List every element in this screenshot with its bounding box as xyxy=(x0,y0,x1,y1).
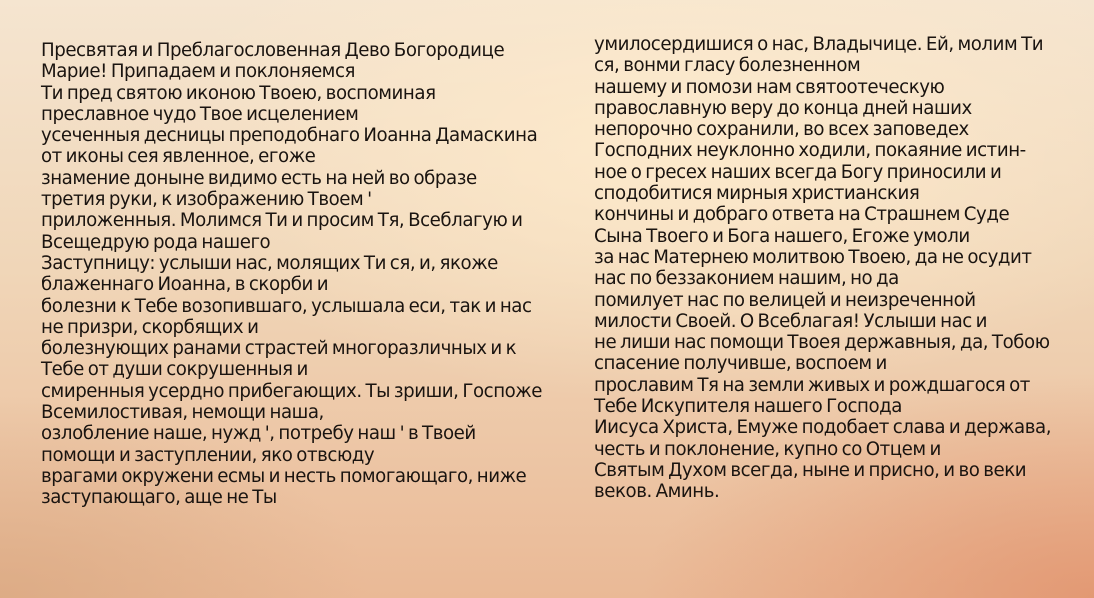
prayer-text-line: заступающаго, аще не Ты xyxy=(41,487,277,509)
prayer-text-line: Сына Твоего и Бога нашего, Егоже умоли xyxy=(594,225,970,247)
prayer-text-line: Ти пред святою иконою Твоею, воспоминая xyxy=(41,82,436,104)
prayer-text-line: Тебе Искупителя нашего Господа xyxy=(594,396,902,418)
prayer-left-column xyxy=(41,40,542,509)
prayer-text-line: сподобитися мирныя христианския xyxy=(594,183,920,205)
prayer-text-line: за нас Матернею молитвою Твоею, да не осудит xyxy=(594,246,1032,268)
prayer-text-line: смиренныя усердно прибегающих. Ты зриши, Госпоже xyxy=(41,380,542,402)
prayer-text-line: блаженнаго Иоанна, в скорби и xyxy=(41,274,329,296)
prayer-text-line: кончины и добраго ответа на Страшнем Суде xyxy=(594,204,1010,226)
prayer-text-line: Святым Духом всегда, ныне и присно, и во веки xyxy=(594,459,1027,481)
prayer-text-line: Пресвятая и Преблагословенная Дево Богородице xyxy=(41,40,505,61)
prayer-text-line: болезни к Тебе возопившаго, услышала еси, так и нас xyxy=(41,295,532,317)
prayer-text-line: Тебе от души сокрушенныя и xyxy=(41,359,308,381)
prayer-text-line: честь и поклонение, купно со Отцем и xyxy=(594,438,941,460)
prayer-text-line: прославим Тя на земли живых и рождшагося от xyxy=(594,374,1030,396)
prayer-text-line: Господних неуклонно ходили, покаяние истин- xyxy=(594,140,1026,162)
prayer-text-line: третия руки, к изображению Твоем ' xyxy=(41,189,372,211)
prayer-text-line: православную веру до конца дней наших xyxy=(594,97,972,119)
prayer-text-line: болезнующих ранами страстей многоразличных и к xyxy=(41,338,517,360)
prayer-text-line: от иконы сея явленное, егоже xyxy=(41,146,316,168)
prayer-right-column xyxy=(594,34,1051,503)
prayer-text-line: спасение получивше, воспоем и xyxy=(594,353,887,375)
prayer-text-line: помощи и заступлении, яко отвсюду xyxy=(41,444,375,466)
prayer-text-line: Марие! Припадаем и поклоняемся xyxy=(41,61,355,83)
prayer-text-line: ся, вонми гласу болезненном xyxy=(594,55,861,77)
prayer-text-line: приложенныя. Молимся Ти и просим Тя, Всеблагую и xyxy=(41,210,523,232)
prayer-text-line: преславное чудо Твое исцелением xyxy=(41,103,359,125)
prayer-text-line: непорочно сохранили, во всех заповедех xyxy=(594,119,969,141)
prayer-text-line: знамение доныне видимо есть на ней во образе xyxy=(41,167,477,189)
prayer-text-line: усеченныя десницы преподобнаго Иоанна Дамаскина xyxy=(41,125,538,147)
prayer-text-line: Заступницу: услыши нас, молящих Ти ся, и, якоже xyxy=(41,252,498,274)
prayer-text-line: нашему и помози нам святоотеческую xyxy=(594,76,945,98)
prayer-text-line: Иисуса Христа, Емуже подобает слава и держава, xyxy=(594,417,1052,439)
prayer-text-line: Всещедрую рода нашего xyxy=(41,231,271,253)
prayer-text-line: помилует нас по велицей и неизреченной xyxy=(594,289,976,311)
prayer-text-line: нас по беззаконием нашим, но да xyxy=(594,268,899,290)
prayer-text-line: веков. Аминь. xyxy=(594,481,720,503)
prayer-text-line: озлобление наше, нужд ', потребу наш ' в Твоей xyxy=(41,423,476,445)
prayer-text-line: Всемилостивая, немощи наша, xyxy=(41,402,324,424)
prayer-text-line: не призри, скорбящих и xyxy=(41,316,259,338)
prayer-text-line: умилосердишися о нас, Владычице. Ей, молим Ти xyxy=(594,34,1044,55)
prayer-text-line: ное о гресех наших всегда Богу приносили и xyxy=(594,161,1002,183)
prayer-text-line: не лиши нас помощи Твоея державныя, да, Тобою xyxy=(594,332,1050,354)
prayer-text-line: милости Своей. О Всеблагая! Услыши нас и xyxy=(594,310,988,332)
prayer-text-line: врагами окружени есмы и несть помогающаго, ниже xyxy=(41,465,527,487)
